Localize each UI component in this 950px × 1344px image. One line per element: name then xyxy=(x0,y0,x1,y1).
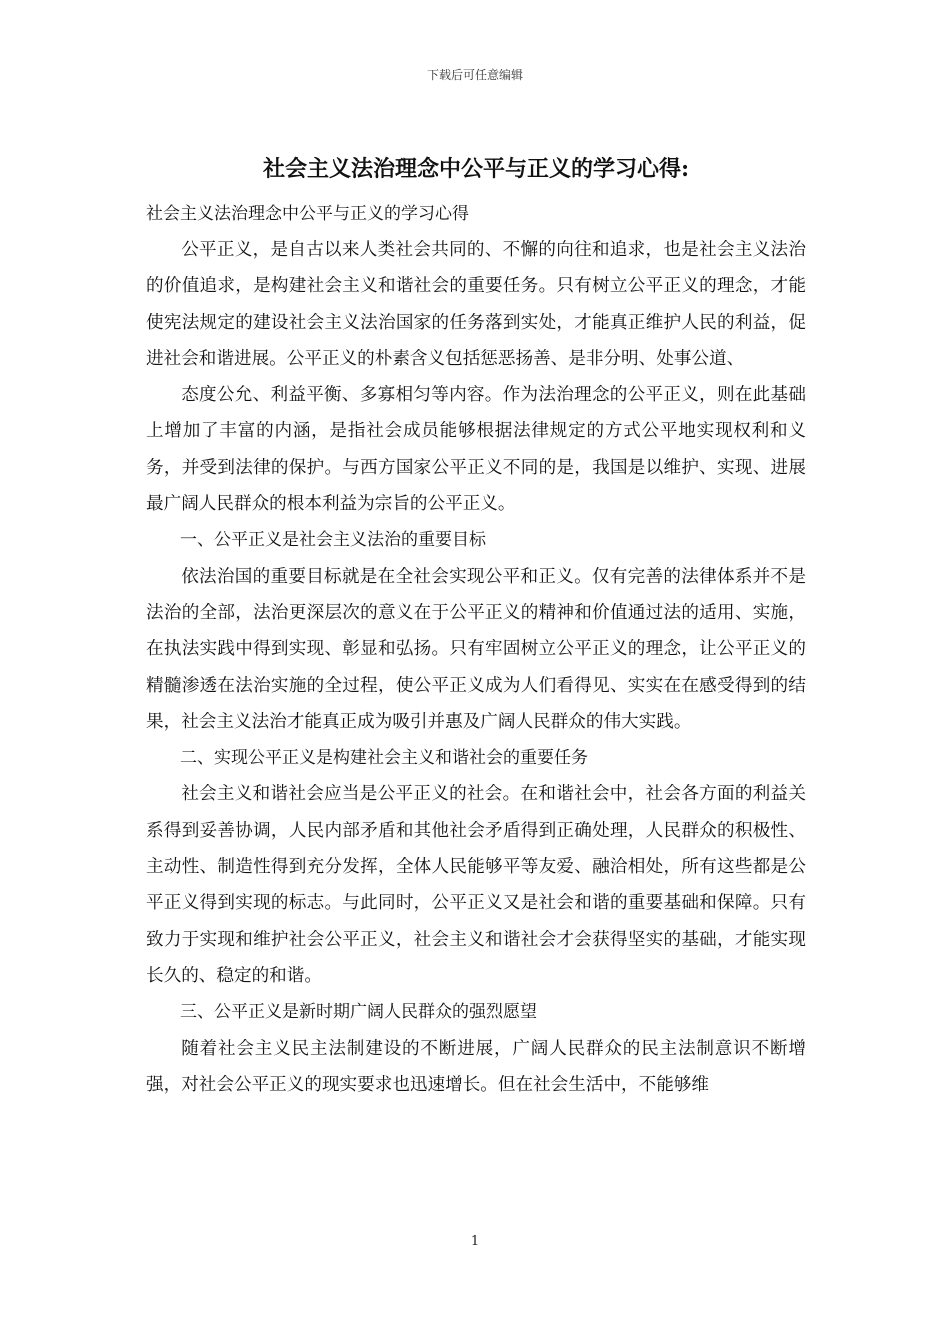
paragraph-2: 态度公允、利益平衡、多寡相匀等内容。作为法治理念的公平正义，则在此基础上增加了丰富的内涵，是指社会成员能够根据法律规定的方式公平地实现权利和义务，并受到法律的保护。与西方国家公平正义不同的是，我国是以维护、实现、进展最广阔人民群众的根本利益为宗旨的公平正义。 xyxy=(146,385,806,515)
paragraph-3: 依法治国的重要目标就是在全社会实现公平和正义。仅有完善的法律体系并不是法治的全部，法治更深层次的意义在于公平正义的精神和价值通过法的适用、实施，在执法实践中得到实现、彰显和弘扬。只有牢固树立公平正义的理念，让公平正义的精髓渗透在法治实施的全过程，使公平正义成为人们看得见、实实在在感受得到的结果，社会主义法治才能真正成为吸引并惠及广阔人民群众的伟大实践。 xyxy=(146,566,806,732)
section-heading-2: 二、实现公平正义是构建社会主义和谐社会的重要任务 xyxy=(180,748,588,769)
section-heading-3: 三、公平正义是新时期广阔人民群众的强烈愿望 xyxy=(180,1002,537,1023)
section-heading-1: 一、公平正义是社会主义法治的重要目标 xyxy=(180,530,486,551)
paragraph-1: 公平正义，是自古以来人类社会共同的、不懈的向往和追求，也是社会主义法治的价值追求，是构建社会主义和谐社会的重要任务。只有树立公平正义的理念，才能使宪法规定的建设社会主义法治国家的任务落到实处，才能真正维护人民的利益，促进社会和谐进展。公平正义的朴素含义包括惩恶扬善、是非分明、处事公道、 xyxy=(146,240,806,369)
page-number: 1 xyxy=(470,1234,480,1249)
paragraph-5: 随着社会主义民主法制建设的不断进展，广阔人民群众的民主法制意识不断增强，对社会公平正义的现实要求也迅速增长。但在社会生活中，不能够维 xyxy=(146,1038,806,1095)
header-note: 下载后可任意编辑 xyxy=(426,68,523,82)
document-subtitle: 社会主义法治理念中公平与正义的学习心得 xyxy=(146,204,469,224)
document-title: 社会主义法治理念中公平与正义的学习心得: xyxy=(262,156,690,182)
paragraph-4: 社会主义和谐社会应当是公平正义的社会。在和谐社会中，社会各方面的利益关系得到妥善协调，人民内部矛盾和其他社会矛盾得到正确处理，人民群众的积极性、主动性、制造性得到充分发挥，全体人民能够平等友爱、融洽相处，所有这些都是公平正义得到实现的标志。与此同时，公平正义又是社会和谐的重要基础和保障。只有致力于实现和维护社会公平正义，社会主义和谐社会才会获得坚实的基础，才能实现长久的、稳定的和谐。 xyxy=(146,784,806,986)
document-body xyxy=(146,196,806,1103)
